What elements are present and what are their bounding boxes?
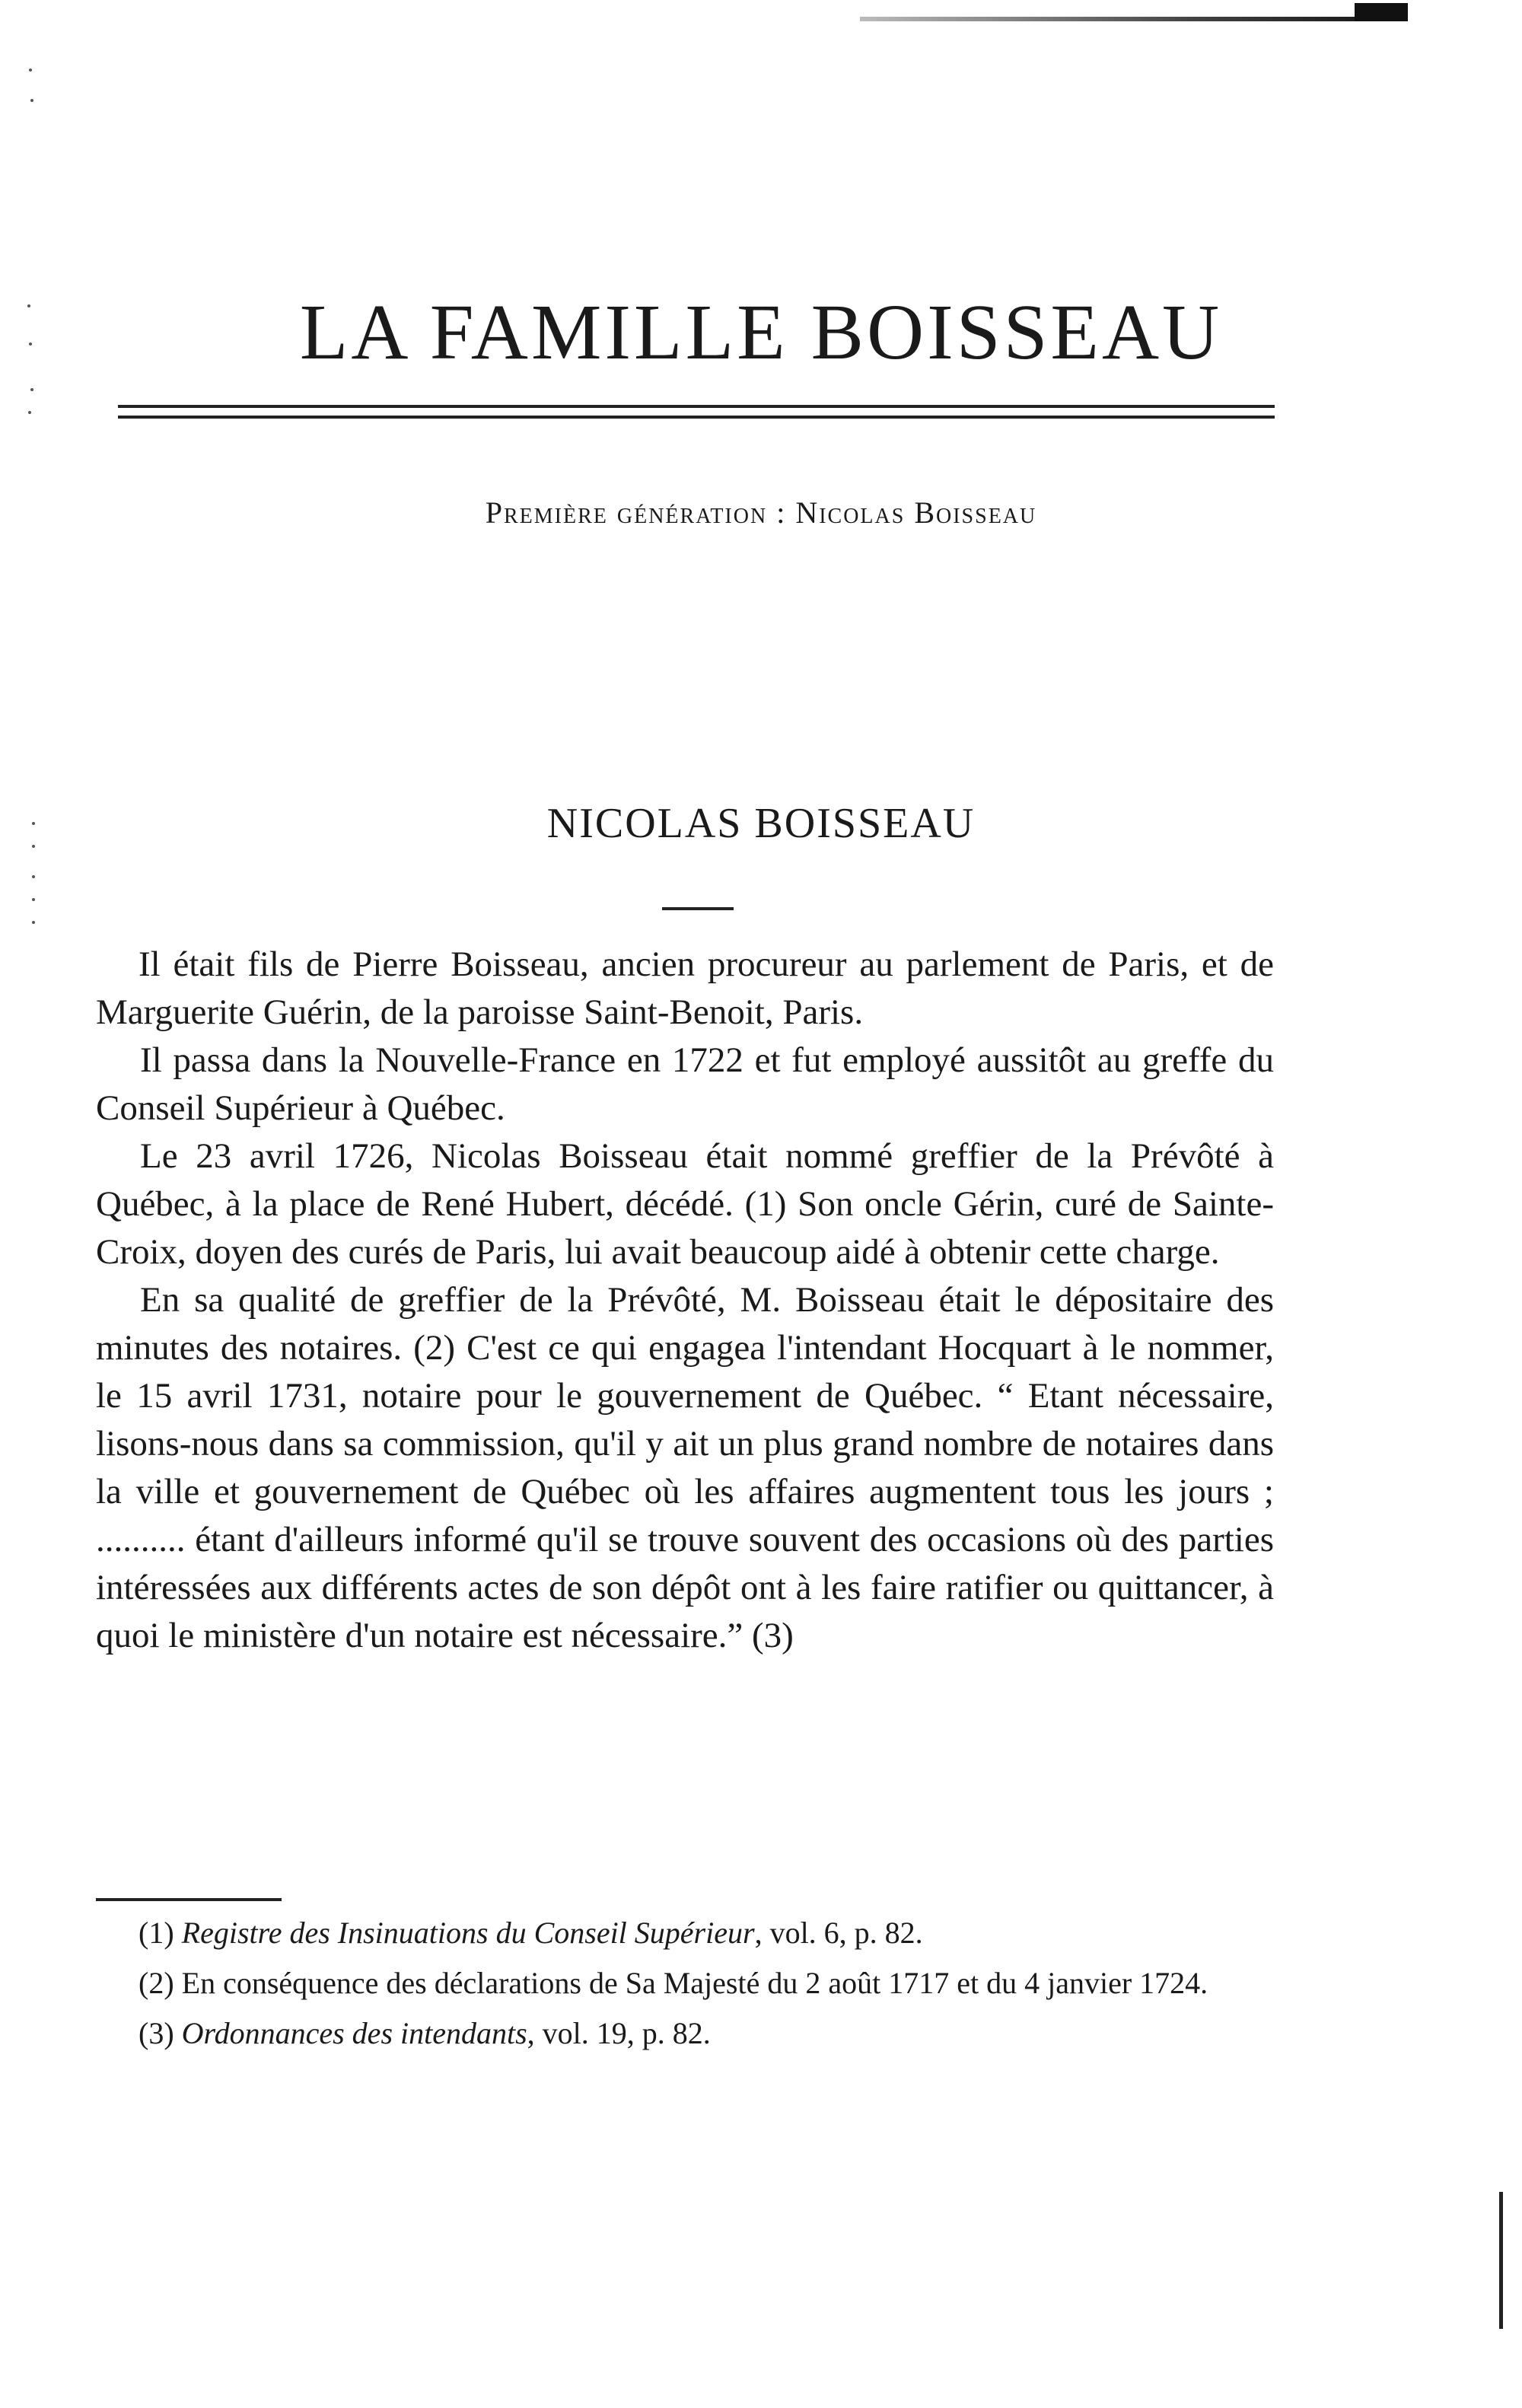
generation-separator: : (767, 495, 796, 530)
footnote (96, 1965, 1274, 2002)
footnote-reference: , vol. 19, p. 82. (527, 2016, 711, 2050)
top-edge-rule (860, 17, 1408, 21)
top-edge-mark (1355, 3, 1408, 21)
footnote (96, 2015, 1274, 2052)
paragraph: En sa qualité de greffier de la Prévôté, M. Boisseau était le dépositaire des minutes des notaires. (2) C'est ce qui engagea l'intendant Hocquart à le nommer, le 15 avril 1731, notaire pour le gouvernement de Québec. “ Etant nécessaire, lisons-nous dans sa commission, qu'il y ait un plus grand nombre de notaires dans la ville et gouvernement de Québec où les affaires augmentent tous les jours ; .......... étant d'ailleurs informé qu'il se trouve souvent des occasions où des parties intéressées aux différents actes de son dépôt ont à les faire ratifier ou quittancer, à quoi le ministère d'un notaire est nécessaire.” (3) (96, 1280, 1274, 1655)
paragraph: Il passa dans la Nouvelle-France en 1722 et fut employé aussitôt au greffe du Conseil Supérieur à Québec. (96, 1040, 1274, 1128)
title-double-rule (118, 405, 1275, 422)
section-title: NICOLAS BOISSEAU (546, 800, 976, 847)
footnote-reference: , vol. 6, p. 82. (754, 1916, 923, 1950)
footnote-number: (3) (139, 2016, 174, 2050)
page-title: LA FAMILLE BOISSEAU (299, 288, 1223, 376)
footnote-number: (1) (139, 1916, 174, 1950)
footnotes (96, 1915, 1274, 2066)
generation-name: Nicolas Boisseau (795, 495, 1037, 530)
body-text (96, 941, 1274, 1660)
right-edge-mark (1499, 2192, 1503, 2329)
footnote-rule (96, 1898, 282, 1901)
footnote-number: (2) (139, 1966, 174, 2000)
footnote-text: En conséquence des déclarations de Sa Majesté du 2 août 1717 et du 4 janvier 1724. (181, 1966, 1208, 2000)
footnote-source: Registre des Insinuations du Conseil Supérieur (181, 1916, 755, 1950)
footnote-source: Ordonnances des intendants (181, 2016, 527, 2050)
generation-label: Première génération (485, 495, 768, 530)
footnote (96, 1915, 1274, 1951)
section-rule (662, 907, 734, 910)
paragraph: Il était fils de Pierre Boisseau, ancien procureur au parlement de Paris, et de Marguerite Guérin, de la paroisse Saint-Benoit, Paris. (96, 944, 1274, 1032)
paragraph: Le 23 avril 1726, Nicolas Boisseau était nommé greffier de la Prévôté à Québec, à la place de René Hubert, décédé. (1) Son oncle Gérin, curé de Sainte-Croix, doyen des curés de Paris, lui avait beaucoup aidé à obtenir cette charge. (96, 1136, 1274, 1272)
generation-heading (0, 495, 1522, 530)
